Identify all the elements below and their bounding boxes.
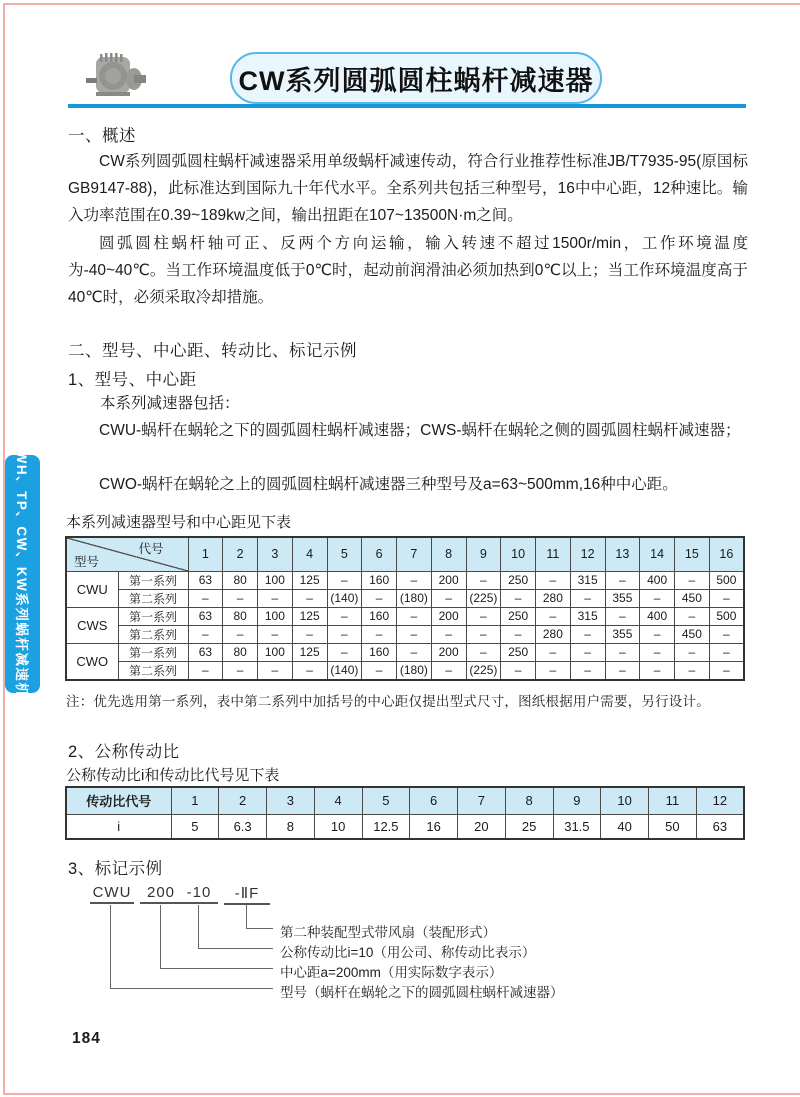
table1-code-header: 3 [258, 537, 293, 571]
table1-value-cell: 125 [292, 571, 327, 589]
section1-paragraph2: 圆弧圆柱蜗杆轴可正、反两个方向运输，输入转速不超过1500r/min，工作环境温度为-40~40℃。当工作环境温度低于0℃时，起动前润滑油必须加热到0℃以上；当工作环境温度高于40℃时，必须采取冷却措施。 [68, 235, 748, 306]
table2-code-header: 6 [410, 787, 458, 814]
table1-value-cell: – [640, 625, 675, 643]
table1-row [66, 625, 744, 643]
table1-model-cell: CWS [66, 607, 118, 643]
page-title-text: CW系列圆弧圆柱蜗杆减速器 [238, 65, 594, 96]
table1-value-cell: 63 [188, 643, 223, 661]
table1-value-cell: – [640, 661, 675, 680]
table1-value-cell: 63 [188, 607, 223, 625]
table1-value-cell: 100 [258, 643, 293, 661]
table1-value-cell: – [709, 661, 744, 680]
table2-value-cell: 31.5 [553, 814, 601, 839]
table1-code-header: 2 [223, 537, 258, 571]
table1-value-cell: – [362, 625, 397, 643]
table1-value-cell: (180) [397, 589, 432, 607]
table1-value-cell: 400 [640, 571, 675, 589]
table1-code-header: 5 [327, 537, 362, 571]
table1-value-cell: 280 [536, 589, 571, 607]
marking-part-assembly: -ⅡF [224, 884, 270, 905]
table2-header-row [66, 787, 744, 814]
table2-row-label: i [66, 814, 171, 839]
reducer-illustration [84, 48, 148, 104]
table1-value-cell: 400 [640, 607, 675, 625]
table1-value-cell: 160 [362, 607, 397, 625]
table2-code-header: 7 [458, 787, 506, 814]
table1-code-header: 9 [466, 537, 501, 571]
table1-value-cell: – [292, 661, 327, 680]
connector-line-assembly [246, 905, 273, 929]
page-number: 184 [72, 1030, 101, 1047]
table1-note: 注：优先选用第一系列，表中第二系列中加括号的中心距仅提出型式尺寸，图纸根据用户需要，另行设计。 [66, 694, 710, 709]
table1-row [66, 661, 744, 680]
section1-paragraph1: CW系列圆弧圆柱蜗杆减速器采用单级蜗杆减速传动，符合行业推荐性标准JB/T7935-95(原国标GB9147-88)，此标准达到国际九十年代水平。全系列共包括三种型号，16中中心距，12种速比。输入功率范围在0.39~189kw之间，输出扭距在107~13500N·m之间。 [68, 153, 748, 224]
models-center-distance-table [65, 536, 745, 681]
table1-value-cell: 63 [188, 571, 223, 589]
table1-series-cell: 第二系列 [118, 589, 188, 607]
table1-code-header: 15 [675, 537, 710, 571]
table1-value-cell: 250 [501, 607, 536, 625]
table1-value-cell: – [223, 589, 258, 607]
table2-value-cell: 50 [649, 814, 697, 839]
table1-value-cell: – [605, 661, 640, 680]
table1-model-cell: CWU [66, 571, 118, 607]
table2-code-header: 4 [314, 787, 362, 814]
corner-label-model: 型号 [74, 554, 100, 569]
transmission-ratio-table [65, 786, 745, 840]
table1-row [66, 589, 744, 607]
table1-value-cell: – [188, 625, 223, 643]
table1-value-cell: – [258, 661, 293, 680]
annotation-ratio: 公称传动比i=10（用公司、称传动比表示） [280, 945, 536, 960]
table1-value-cell: – [327, 625, 362, 643]
table1-series-cell: 第二系列 [118, 625, 188, 643]
table1-value-cell: – [362, 589, 397, 607]
worm-gear-reducer-photo [84, 48, 148, 104]
table1-value-cell: – [362, 661, 397, 680]
sidebar-tab [5, 450, 40, 698]
table1-code-header: 4 [292, 537, 327, 571]
table1-value-cell: (225) [466, 589, 501, 607]
table1-code-header: 13 [605, 537, 640, 571]
table1-code-header: 6 [362, 537, 397, 571]
table1-value-cell: – [292, 625, 327, 643]
table1-value-cell: – [709, 643, 744, 661]
table1-value-cell: 450 [675, 625, 710, 643]
table2-value-cell: 40 [601, 814, 649, 839]
table1-value-cell: 355 [605, 589, 640, 607]
table1-value-cell: – [536, 643, 571, 661]
table1-code-header: 7 [397, 537, 432, 571]
table1-value-cell: – [223, 661, 258, 680]
table1-code-header: 16 [709, 537, 744, 571]
table1-value-cell: – [188, 589, 223, 607]
table2-value-cell: 12.5 [362, 814, 410, 839]
marking-part-ratio: -10 [180, 884, 218, 904]
annotation-assembly: 第二种装配型式带风扇（装配形式） [280, 925, 496, 940]
table1-value-cell: (140) [327, 589, 362, 607]
table1-value-cell: – [397, 643, 432, 661]
table1-row [66, 643, 744, 661]
table2-code-header: 5 [362, 787, 410, 814]
table1-value-cell: – [675, 661, 710, 680]
table1-value-cell: – [605, 643, 640, 661]
table1-value-cell: – [327, 643, 362, 661]
table1-value-cell: 500 [709, 571, 744, 589]
header-divider [68, 104, 746, 108]
table1-value-cell: – [223, 625, 258, 643]
marking-example-diagram [68, 878, 688, 1008]
table2-value-cell: 20 [458, 814, 506, 839]
table1-series-cell: 第二系列 [118, 661, 188, 680]
table1-value-cell: – [640, 589, 675, 607]
table2-value-cell: 25 [505, 814, 553, 839]
table1-value-cell: 200 [431, 643, 466, 661]
table1-value-cell: 315 [570, 571, 605, 589]
table1-value-cell: – [536, 607, 571, 625]
table1-value-cell: 250 [501, 571, 536, 589]
table2-code-header: 3 [267, 787, 315, 814]
table2-value-cell: 5 [171, 814, 219, 839]
table1-value-cell: 500 [709, 607, 744, 625]
table1-value-cell: 315 [570, 607, 605, 625]
table1-code-header: 11 [536, 537, 571, 571]
table1-value-cell: – [536, 571, 571, 589]
table1-value-cell: – [570, 643, 605, 661]
table1-value-cell: 125 [292, 607, 327, 625]
corner-label-code: 代号 [138, 542, 164, 556]
table1-value-cell: – [640, 643, 675, 661]
table2-code-header: 12 [696, 787, 744, 814]
table1-model-cell: CWO [66, 643, 118, 680]
table1-value-cell: – [536, 661, 571, 680]
subsection2-heading: 2、公称传动比 [68, 743, 180, 761]
table1-value-cell: 80 [223, 643, 258, 661]
table2-code-header: 1 [171, 787, 219, 814]
table1-value-cell: – [501, 589, 536, 607]
table1-value-cell: – [188, 661, 223, 680]
series-include-line: 本系列减速器包括： [100, 395, 240, 412]
annotation-model: 型号（蜗杆在蜗轮之下的圆弧圆柱蜗杆减速器） [280, 985, 564, 1000]
table1-value-cell: – [675, 607, 710, 625]
table2-code-header: 10 [601, 787, 649, 814]
table1-value-cell: – [327, 607, 362, 625]
table1-value-cell: – [675, 571, 710, 589]
table1-value-cell: – [466, 625, 501, 643]
table1-value-cell: 80 [223, 571, 258, 589]
table1-code-header: 8 [431, 537, 466, 571]
table1-series-cell: 第一系列 [118, 607, 188, 625]
table2-value-cell: 16 [410, 814, 458, 839]
table1-value-cell: – [570, 661, 605, 680]
table1-value-cell: – [397, 607, 432, 625]
table1-value-cell: – [397, 571, 432, 589]
table2-code-header: 8 [505, 787, 553, 814]
table1-series-cell: 第一系列 [118, 643, 188, 661]
table1-code-header: 1 [188, 537, 223, 571]
table1-value-cell: 100 [258, 607, 293, 625]
marking-part-center-distance: 200 [140, 884, 182, 904]
table1-value-cell: (225) [466, 661, 501, 680]
table1-value-cell: – [605, 607, 640, 625]
table2-value-cell: 6.3 [219, 814, 267, 839]
table1-code-header: 12 [570, 537, 605, 571]
table1-value-cell: 200 [431, 571, 466, 589]
table1-value-cell: – [466, 571, 501, 589]
annotation-center-distance: 中心距a=200mm（用实际数字表示） [280, 965, 503, 980]
table1-value-cell: – [292, 589, 327, 607]
subsection3-heading: 3、标记示例 [68, 860, 163, 878]
table1-value-cell: 200 [431, 607, 466, 625]
table1-row [66, 571, 744, 589]
table1-value-cell: – [258, 589, 293, 607]
table1-value-cell: – [570, 589, 605, 607]
table1-value-cell: – [258, 625, 293, 643]
table1-value-cell: – [570, 625, 605, 643]
table2-value-cell: 8 [267, 814, 315, 839]
table1-value-cell: – [466, 643, 501, 661]
table2-value-cell: 10 [314, 814, 362, 839]
cwo-line: CWO-蜗杆在蜗轮之上的圆弧圆柱蜗杆减速器三种型号及a=63~500mm,16种中心距。 [99, 476, 678, 493]
table1-value-cell: 355 [605, 625, 640, 643]
table1-value-cell: – [675, 643, 710, 661]
marking-part-model: CWU [90, 884, 134, 904]
table1-value-cell: – [466, 607, 501, 625]
table2-code-header: 11 [649, 787, 697, 814]
table1-value-cell: – [709, 625, 744, 643]
table1-value-cell: 100 [258, 571, 293, 589]
table1-value-cell: 450 [675, 589, 710, 607]
table1-code-header: 14 [640, 537, 675, 571]
table1-value-cell: 80 [223, 607, 258, 625]
table1-header-row [66, 537, 744, 571]
table1-series-cell: 第一系列 [118, 571, 188, 589]
table1-value-cell: 160 [362, 571, 397, 589]
table2-header-label: 传动比代号 [66, 787, 171, 814]
table1-value-cell: – [397, 625, 432, 643]
table1-value-cell: (180) [397, 661, 432, 680]
table1-value-cell: 160 [362, 643, 397, 661]
table1-value-cell: – [605, 571, 640, 589]
table1-value-cell: – [501, 625, 536, 643]
table1-value-cell: – [501, 661, 536, 680]
table2-code-header: 2 [219, 787, 267, 814]
table1-value-cell: 250 [501, 643, 536, 661]
table1-value-cell: – [327, 571, 362, 589]
table1-code-header: 10 [501, 537, 536, 571]
subsection1-heading: 1、型号、中心距 [68, 371, 197, 389]
page-title [230, 52, 602, 104]
section2-heading: 二、型号、中心距、转动比、标记示例 [68, 342, 357, 360]
table1-value-cell: – [431, 661, 466, 680]
section1-heading: 一、概述 [68, 127, 136, 145]
table1-value-cell: (140) [327, 661, 362, 680]
table2-intro: 公称传动比i和传动比代号见下表 [66, 767, 280, 784]
table2-code-header: 9 [553, 787, 601, 814]
table1-value-cell: – [709, 589, 744, 607]
sidebar-tab-label: WH、TP、CW、KW系列蜗杆减速机 [13, 450, 29, 698]
table1-value-cell: 125 [292, 643, 327, 661]
table2-value-cell: 63 [696, 814, 744, 839]
table1-value-cell: – [431, 589, 466, 607]
cwu-cws-line: CWU-蜗杆在蜗轮之下的圆弧圆柱蜗杆减速器；CWS-蜗杆在蜗轮之侧的圆弧圆柱蜗杆减速器； [99, 422, 741, 439]
table1-corner-cell [66, 537, 188, 571]
table2-value-row [66, 814, 744, 839]
table1-value-cell: 280 [536, 625, 571, 643]
table1-intro: 本系列减速器型号和中心距见下表 [66, 514, 292, 531]
table1-value-cell: – [431, 625, 466, 643]
table1-row [66, 607, 744, 625]
